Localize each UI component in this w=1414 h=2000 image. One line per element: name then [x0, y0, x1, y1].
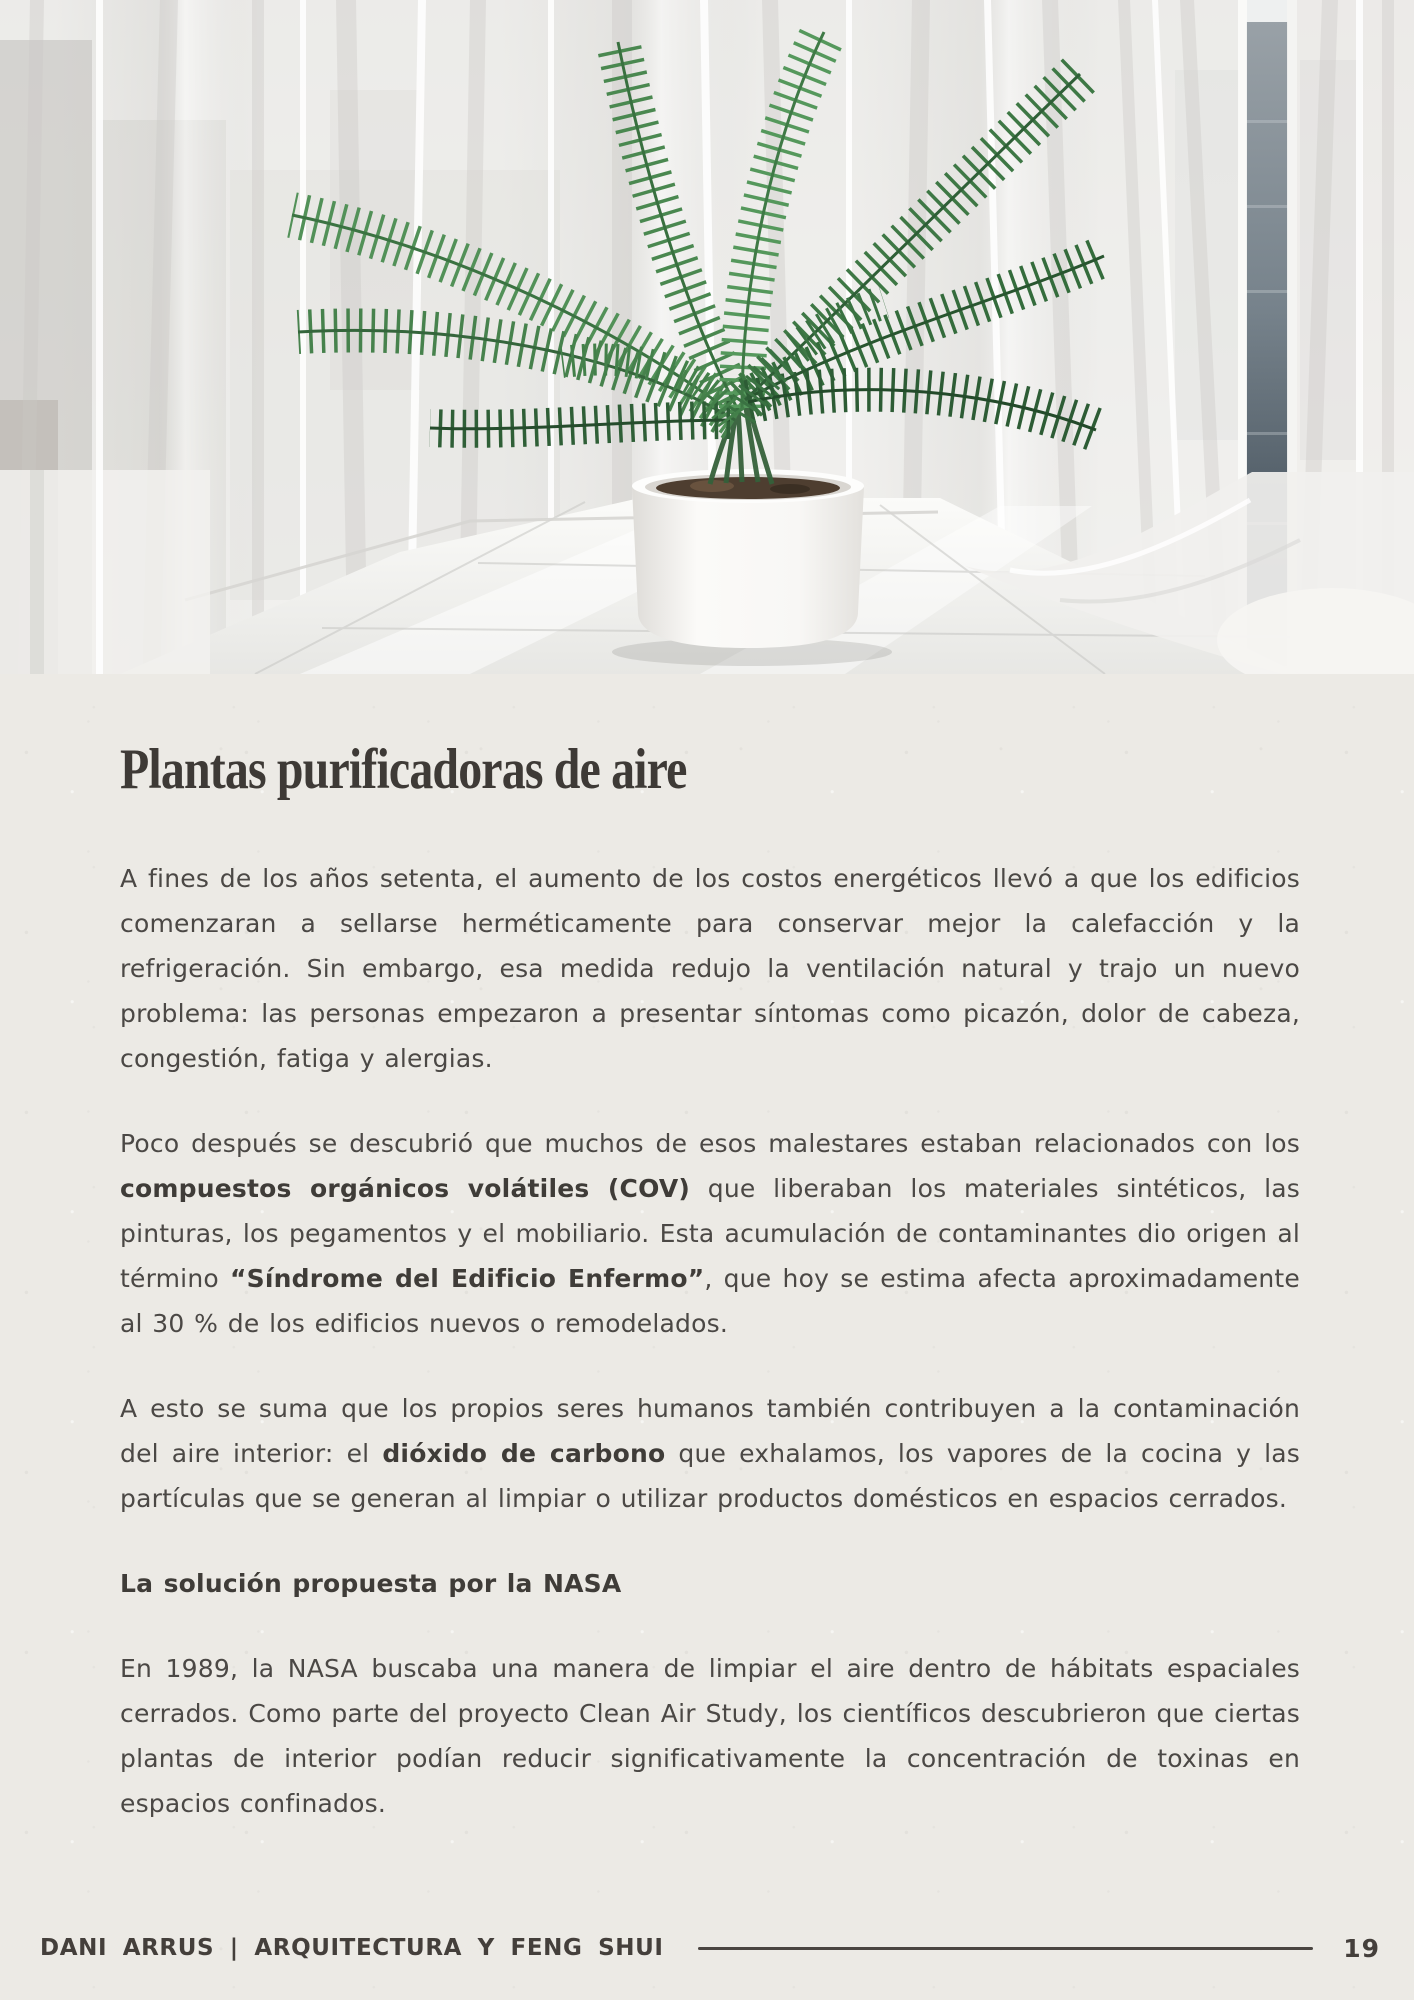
paragraph-2: Poco después se descubrió que muchos de esos malestares estaban relacionados con los compuestos orgánicos volátiles (COV) que liberaban los materiales sintéticos, las pinturas, los pegamentos y el mobiliario. Esta acumulación de contaminantes dio origen al término “Síndrome del Edificio Enfermo”, que hoy se estima afecta aproximadamente al 30 % de los edificios nuevos o remodelados. [120, 1128, 1301, 1338]
subhead-nasa: La solución propuesta por la NASA [120, 1568, 622, 1598]
hero-photo-palm-plant [0, 0, 1414, 674]
article [120, 674, 1300, 1826]
page-number: 19 [1343, 1933, 1380, 1963]
hero-photo-illustration [0, 0, 1414, 674]
paragraph-1: A fines de los años setenta, el aumento de los costos energéticos llevó a que los edificios comenzaran a sellarse herméticamente para conservar mejor la calefacción y la refrigeración. Sin embargo, esa medida redujo la ventilación natural y trajo un nuevo problema: las personas empezaron a presentar síntomas como picazón, dolor de cabeza, congestión, fatiga y alergias. [120, 863, 1300, 1073]
paragraph-4: En 1989, la NASA buscaba una manera de limpiar el aire dentro de hábitats espaciales cerrados. Como parte del proyecto Clean Air Study, los científicos descubrieron que ciertas plantas de interior podían reducir significativamente la concentración de toxinas en espacios confinados. [120, 1653, 1300, 1818]
pot-soil [656, 477, 840, 499]
page-footer [40, 1924, 1380, 1972]
footer-rule [698, 1947, 1314, 1950]
footer-brand-line: DANI ARRUS | ARQUITECTURA Y FENG SHUI [40, 1935, 664, 1961]
paragraph-3: A esto se suma que los propios seres humanos también contribuyen a la contaminación del aire interior: el dióxido de carbono que exhalamos, los vapores de la cocina y las partículas que se generan al limpiar o utilizar productos domésticos en espacios cerrados. [120, 1393, 1301, 1513]
page-title: Plantas purificadoras de aire [120, 738, 687, 801]
white-plant-pot [632, 469, 864, 648]
article-body [120, 856, 1300, 1826]
